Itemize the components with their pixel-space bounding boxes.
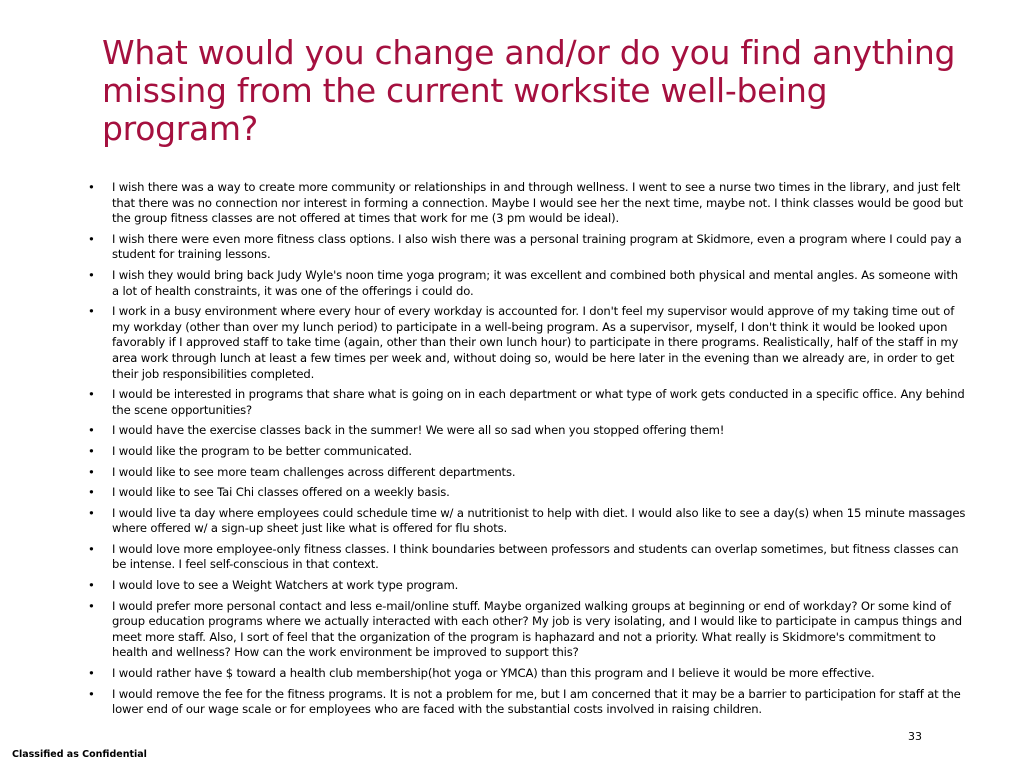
list-item-text: I wish there were even more fitness class options. I also wish there was a personal training program at Skidmore, even a program where I could pay a student for training lessons. (112, 231, 962, 262)
bullet-icon: • (88, 666, 95, 681)
list-item (88, 465, 968, 481)
bullet-list (88, 180, 968, 723)
bullet-icon: • (88, 598, 95, 613)
bullet-icon: • (88, 231, 95, 246)
list-item-text: I would like to see more team challenges across different departments. (112, 464, 516, 479)
list-item-text: I would love more employee-only fitness classes. I think boundaries between professors and students can overlap sometimes, but fitness classes can be intense. I feel self-conscious in that context. (112, 541, 959, 572)
list-item (88, 506, 968, 537)
page-number: 33 (908, 730, 922, 743)
list-item (88, 666, 968, 682)
list-item (88, 304, 968, 382)
list-item-text: I would like the program to be better communicated. (112, 443, 412, 458)
list-item-text: I wish they would bring back Judy Wyle's noon time yoga program; it was excellent and combined both physical and mental angles. As someone with a lot of health constraints, it was one of the offerings i could do. (112, 267, 958, 298)
bullet-icon: • (88, 267, 95, 282)
classification-label: Classified as Confidential (12, 749, 147, 760)
list-item-text: I would remove the fee for the fitness programs. It is not a problem for me, but I am concerned that it may be a barrier to participation for staff at the lower end of our wage scale or for employees who are faced with the substantial costs involved in raising children. (112, 686, 961, 717)
list-item (88, 485, 968, 501)
slide-title: What would you change and/or do you find anything missing from the current worksite well-being program? (102, 33, 956, 148)
list-item-text: I would like to see Tai Chi classes offered on a weekly basis. (112, 485, 450, 500)
bullet-icon: • (88, 541, 95, 556)
list-item-text: I would prefer more personal contact and less e-mail/online stuff. Maybe organized walking groups at beginning or end of workday? Or some kind of group education programs where we actually interacted with each other? My job is very isolating, and I would like to participate in campus things and meet more staff. Also, I sort of feel that the organization of the program is haphazard and not a priority. What really is Skidmore's commitment to health and wellness? How can the work environment be improved to support this? (112, 598, 962, 660)
list-item (88, 444, 968, 460)
list-item (88, 180, 968, 227)
list-item-text: I would have the exercise classes back in the summer! We were all so sad when you stopped offering them! (112, 423, 725, 438)
bullet-icon: • (88, 505, 95, 520)
list-item-text: I would be interested in programs that share what is going on in each department or what type of work gets conducted in a specific office. Any behind the scene opportunities? (112, 387, 965, 417)
bullet-icon: • (88, 485, 95, 500)
bullet-icon: • (88, 686, 95, 701)
list-item-text: I would live ta day where employees could schedule time w/ a nutritionist to help with diet. I would also like to see a day(s) when 15 minute massages where offered w/ a sign-up sheet just like what is offered for flu shots. (112, 505, 966, 536)
bullet-icon: • (88, 464, 95, 479)
list-item (88, 423, 968, 439)
list-item (88, 542, 968, 573)
list-item (88, 578, 968, 594)
list-item-text: I would love to see a Weight Watchers at work type program. (112, 578, 459, 593)
list-item-text: I would rather have $ toward a health club membership(hot yoga or YMCA) than this program and I believe it would be more effective. (112, 666, 875, 681)
list-item (88, 599, 968, 661)
bullet-icon: • (88, 443, 95, 458)
bullet-icon: • (88, 304, 95, 319)
list-item (88, 268, 968, 299)
list-item (88, 232, 968, 263)
list-item-text: I work in a busy environment where every hour of every workday is accounted for. I don't feel my supervisor would approve of my taking time out of my workday (other than over my lunch period) to participate in a well-being program. As a supervisor, myself, I don't think it would be looked upon favorably if I approved staff to take time (again, other than their own lunch hour) to participate in there programs. Realistically, half of the staff in my area work through lunch at least a few times per week and, without doing so, would be here later in the evening than we already are, in order to get their job responsibilities completed. (112, 304, 959, 381)
bullet-icon: • (88, 387, 95, 402)
list-item (88, 687, 968, 718)
list-item-text: I wish there was a way to create more community or relationships in and through wellness. I went to see a nurse two times in the library, and just felt that there was no connection nor interest in forming a connection. Maybe I would see her the next time, maybe not. I think classes would be good but the group fitness classes are not offered at times that work for me (3 pm would be ideal). (112, 180, 964, 226)
list-item (88, 387, 968, 418)
bullet-icon: • (88, 180, 95, 194)
bullet-icon: • (88, 578, 95, 593)
bullet-icon: • (88, 423, 95, 438)
